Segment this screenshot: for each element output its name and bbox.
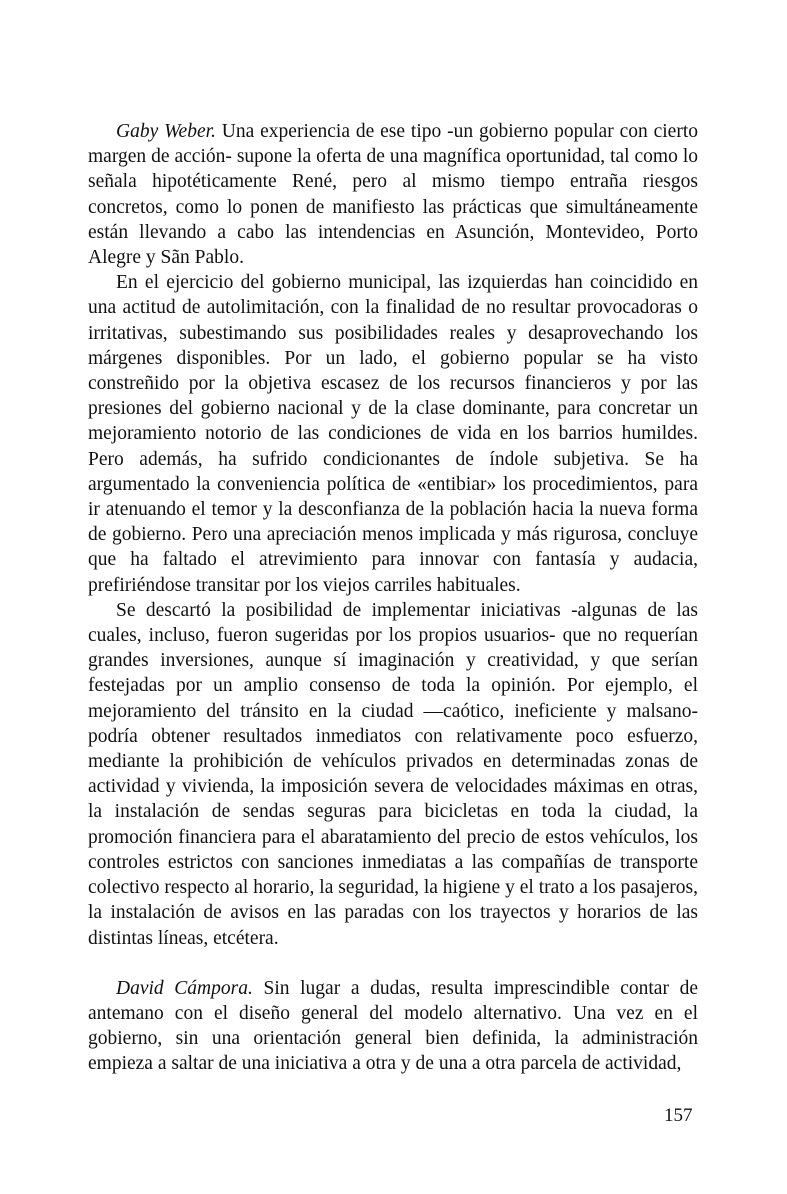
paragraph-gaby-weber [88, 119, 698, 270]
speaker-name: Gaby Weber. [116, 121, 216, 142]
page-number: 157 [664, 1105, 693, 1126]
paragraph-text: Sin lugar a dudas, resulta imprescindible contar de antemano con el diseño general del modelo alternativo. Una vez en el gobierno, sin una orientación general bien definida, la administración empieza a saltar de una iniciativa a otra y de una a otra parcela de actividad, [88, 977, 698, 1075]
paragraph-discarded-initiatives [88, 598, 698, 951]
paragraph-municipal-government [88, 270, 698, 598]
paragraph-text: En el ejercicio del gobierno municipal, las izquierdas han coincidido en una actitud de autolimitación, con la finalidad de no resultar provocadoras o irritativas, subestimando sus posibilidades reales y desaprovechando los márgenes disponibles. Por un lado, el gobierno popular se ha visto constreñido por la objetiva escasez de los recursos financieros y por las presiones del gobierno nacional y de la clase dominante, para concretar un mejoramiento notorio de las condiciones de vida en los barrios humildes. Pero además, ha sufrido condicionantes de índole subjetiva. Se ha argumentado la conveniencia política de «entibiar» los procedimientos, para ir atenuando el temor y la desconfianza de la población hacia la nueva forma de gobierno. Pero una apreciación menos implicada y más rigurosa, concluye que ha faltado el atrevimiento para innovar con fantasía y audacia, prefiriéndose transitar por los viejos carriles habituales. [88, 272, 698, 596]
paragraph-text: Una experiencia de ese tipo -un gobierno popular con cierto margen de acción- supone la oferta de una magnífica oportunidad, tal como lo señala hipotéticamente René, pero al mismo tiempo entraña riesgos concretos, como lo ponen de manifiesto las prácticas que simultáneamente están llevando a cabo las intendencias en Asunción, Montevideo, Porto Alegre y Sãn Pablo. [88, 121, 698, 269]
body-text [88, 119, 698, 1077]
paragraph-text: Se descartó la posibilidad de implementar iniciativas -algunas de las cuales, incluso, fueron sugeridas por los propios usuarios- que no requerían grandes inversiones, aunque sí imaginación y creatividad, y que serían festejadas por un amplio consenso de toda la opinión. Por ejemplo, el mejoramiento del tránsito en la ciudad —caótico, ineficiente y malsano- podría obtener resultados inmediatos con relativamente poco esfuerzo, mediante la prohibición de vehículos privados en determinadas zonas de actividad y vivienda, la imposición severa de velocidades máximas en otras, la instalación de sendas seguras para bicicletas en toda la ciudad, la promoción financiera para el abaratamiento del precio de estos vehículos, los controles estrictos con sanciones inmediatas a las compañías de transporte colectivo respecto al horario, la seguridad, la higiene y el trato a los pasajeros, la instalación de avisos en las paradas con los trayectos y horarios de las distintas líneas, etcétera. [88, 599, 698, 949]
speaker-name: David Cámpora. [116, 977, 253, 999]
paragraph-david-campora [88, 976, 698, 1077]
